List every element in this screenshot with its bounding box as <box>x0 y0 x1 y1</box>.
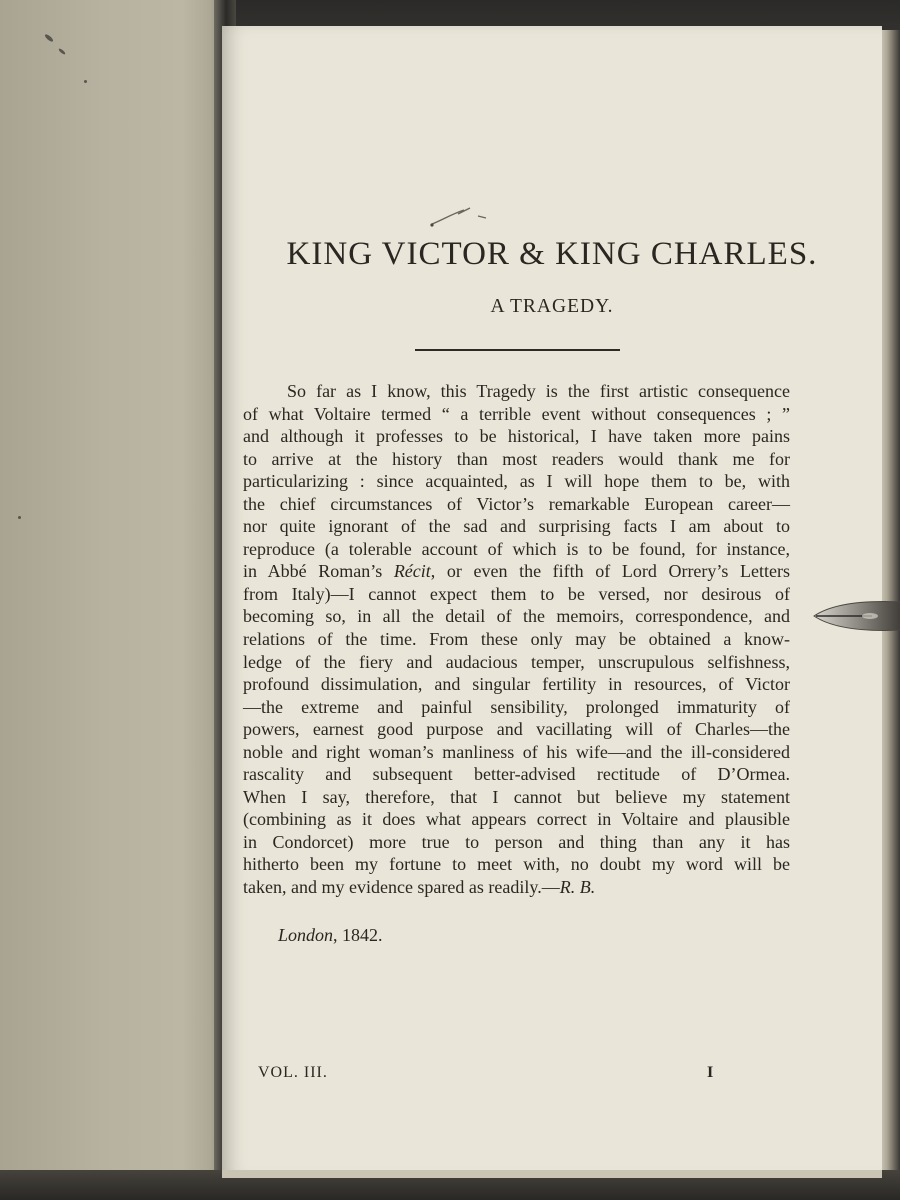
signature-mark: I <box>707 1064 714 1081</box>
left-page <box>0 0 228 1200</box>
page-speck <box>18 516 21 519</box>
text-line: noble and right woman’s manliness of his wife—and the ill-considered <box>243 741 790 762</box>
background-bottom <box>0 1170 900 1200</box>
text-line: in Condorcet) more true to person and thing than any it has <box>243 831 790 852</box>
volume-label: VOL. III. <box>258 1064 328 1081</box>
text-line: the chief circumstances of Victor’s remarkable European career— <box>243 493 790 514</box>
text-line: ledge of the fiery and audacious temper, unscrupulous selfishness, <box>243 651 790 672</box>
page-speck <box>84 80 87 83</box>
text-line: reproduce (a tolerable account of which is to be found, for instance, <box>243 538 790 559</box>
ornament-mark <box>428 200 488 230</box>
text-line: (combining as it does what appears correct in Voltaire and plausible <box>243 809 790 830</box>
text-line: becoming so, in all the detail of the memoirs, correspondence, and <box>243 606 790 627</box>
text-line: particularizing : since acquainted, as I will hope them to be, with <box>243 471 790 492</box>
text-line: nor quite ignorant of the sad and surprising facts I am about to <box>243 516 790 537</box>
text-line: and although it professes to be historical, I have taken more pains <box>243 426 790 447</box>
text-line: from Italy)—I cannot expect them to be versed, nor desirous of <box>243 583 790 604</box>
date-place: London <box>278 925 334 945</box>
text-line: rascality and subsequent better-advised rectitude of D’Ormea. <box>243 764 790 785</box>
date-year: , 1842. <box>333 925 383 945</box>
text-line: profound dissimulation, and singular fertility in resources, of Victor <box>243 674 790 695</box>
page-speck <box>44 33 54 42</box>
page-subtitle: A TRAGEDY. <box>490 296 614 317</box>
text-line-start: in Abbé Roman’s <box>243 561 383 582</box>
page-bottom-edge <box>222 1170 882 1178</box>
text-line-end: , or even the fifth of Lord Orrery’s Letters <box>430 561 791 582</box>
text-line: to arrive at the history than most readers would thank me for <box>243 448 790 469</box>
text-line: powers, earnest good purpose and vacillating will of Charles—the <box>243 719 790 740</box>
text-line: So far as I know, this Tragedy is the first artistic consequence <box>287 381 790 401</box>
dateline <box>278 925 383 946</box>
text-line: of what Voltaire termed “ a terrible event without consequences ; ” <box>243 403 790 424</box>
text-line: —the extreme and painful sensibility, prolonged immaturity of <box>243 696 790 717</box>
text-line <box>243 876 790 899</box>
text-line: When I say, therefore, that I cannot but believe my statement <box>243 786 790 807</box>
preface-paragraph <box>243 380 790 899</box>
text-line: relations of the time. From these only may be obtained a know- <box>243 629 790 650</box>
recit-italic: Récit <box>393 561 431 582</box>
text-line-start: taken, and my evidence spared as readily.— <box>243 877 560 898</box>
page-title: KING VICTOR & KING CHARLES. <box>286 236 818 272</box>
text-line: hitherto been my fortune to meet with, no doubt my word will be <box>243 854 790 875</box>
pen-nib <box>812 596 900 636</box>
author-initials: R. B. <box>559 877 596 898</box>
page-speck <box>58 48 66 55</box>
title-rule <box>415 349 620 351</box>
text-line <box>243 560 790 583</box>
